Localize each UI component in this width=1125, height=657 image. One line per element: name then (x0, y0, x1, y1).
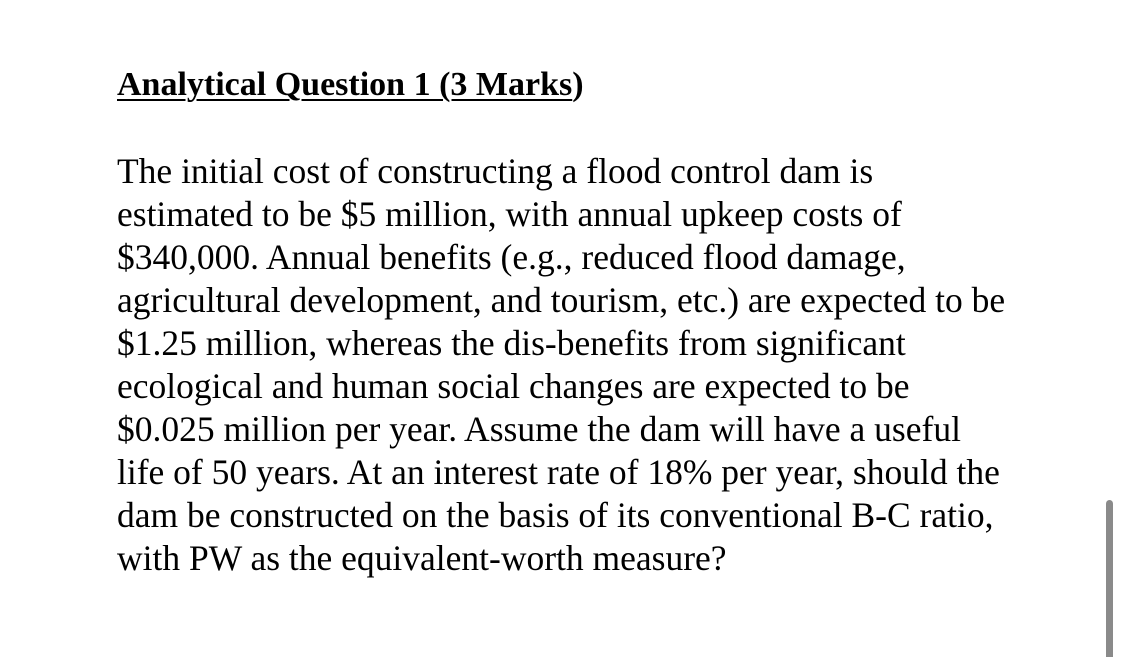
question-heading (117, 66, 584, 103)
question-line: $1.25 million, whereas the dis-benefits from significant (117, 323, 906, 363)
question-heading-close: ) (572, 66, 584, 103)
question-line: The initial cost of constructing a flood control dam is (117, 151, 874, 191)
question-line: agricultural development, and tourism, etc.) are expected to be (117, 280, 1006, 320)
question-line: $0.025 million per year. Assume the dam will have a useful (117, 409, 961, 449)
question-line: $340,000. Annual benefits (e.g., reduced flood damage, (117, 237, 906, 277)
question-line: with PW as the equivalent-worth measure? (117, 538, 727, 578)
question-heading-text: Analytical Question 1 (3 Marks (117, 66, 573, 103)
question-line: estimated to be $5 million, with annual upkeep costs of (117, 194, 902, 234)
question-body (117, 150, 1077, 580)
question-line: dam be constructed on the basis of its conventional B-C ratio, (117, 495, 994, 535)
question-line: ecological and human social changes are expected to be (117, 366, 910, 406)
vertical-scrollbar[interactable] (1106, 500, 1113, 657)
question-line: life of 50 years. At an interest rate of 18% per year, should the (117, 452, 1000, 492)
